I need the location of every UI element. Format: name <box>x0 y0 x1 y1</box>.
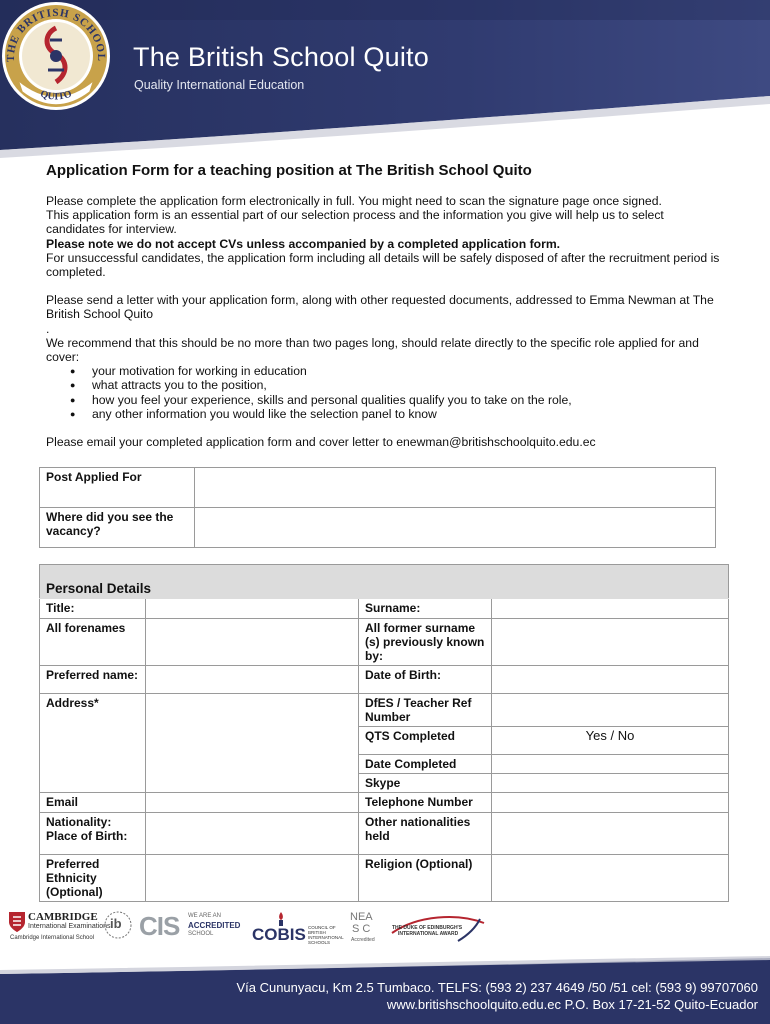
intro-line: Please complete the application form electronically in full. You might need to scan the signature page once signed. <box>46 194 662 208</box>
form-title: Application Form for a teaching position at The British School Quito <box>46 162 532 179</box>
cambridge-logo-text: CAMBRIDGE <box>28 911 98 923</box>
vacancy-source-field[interactable] <box>195 508 716 548</box>
personal-details-table <box>39 564 729 902</box>
religion-field[interactable] <box>492 855 729 902</box>
post-applied-label: Post Applied For <box>40 468 195 508</box>
other-nationalities-label: Other nationalities held <box>359 813 492 855</box>
date-completed-field[interactable] <box>492 755 729 774</box>
footer-banner <box>0 956 770 1024</box>
dfes-field[interactable] <box>492 694 729 727</box>
cobis-sub-line: COUNCIL OF <box>308 925 336 930</box>
cis-logo-text: CIS <box>139 911 180 941</box>
preferred-name-label: Preferred name: <box>40 666 146 694</box>
school-tagline: Quality International Education <box>134 78 305 92</box>
title-label: Title: <box>40 599 146 619</box>
cv-notice: Please note we do not accept CVs unless accompanied by a completed application form. <box>46 236 561 251</box>
email-instructions: Please email your completed application form and cover letter to enewman@britishschoolquito.edu.ec <box>46 435 596 450</box>
other-nationalities-field[interactable] <box>492 813 729 855</box>
list-item: ● any other information you would like the selection panel to know <box>92 407 726 421</box>
svg-text:QUITO: QUITO <box>38 88 74 103</box>
cis-badge-line1: WE ARE AN <box>188 913 222 919</box>
list-item: ● what attracts you to the position, <box>92 378 726 392</box>
cis-badge-line2: ACCREDITED <box>188 921 241 930</box>
neasc-sub: Accredited <box>351 937 375 943</box>
title-field[interactable] <box>146 599 359 619</box>
former-surname-label: All former surname (s) previously known by: <box>359 619 492 666</box>
cobis-sub-line: INTERNATIONAL <box>308 935 344 940</box>
post-applied-field[interactable] <box>195 468 716 508</box>
intro-line: This application form is an essential part of our selection process and the information you give will help us to select candidates for interview. <box>46 208 664 237</box>
ethnicity-label: Preferred Ethnicity (Optional) <box>40 855 146 902</box>
nationality-label <box>40 813 146 855</box>
header-banner <box>0 0 770 160</box>
dfes-label: DfES / Teacher Ref Number <box>359 694 492 727</box>
ethnicity-field[interactable] <box>146 855 359 902</box>
instructions <box>46 194 726 449</box>
telephone-field[interactable] <box>492 793 729 813</box>
surname-field[interactable] <box>492 599 729 619</box>
cis-badge-line3: SCHOOL <box>188 931 214 937</box>
list-item: ● your motivation for working in education <box>92 364 726 378</box>
letter-instructions: Please send a letter with your application form, along with other requested documents, addressed to Emma Newman at The British School Quito <box>46 293 714 322</box>
cambridge-shield-icon <box>8 911 26 933</box>
personal-details-heading: Personal Details <box>40 565 729 599</box>
skype-label: Skype <box>359 774 492 793</box>
cambridge-school: Cambridge International School <box>10 935 95 941</box>
preferred-name-field[interactable] <box>146 666 359 694</box>
cobis-sub-line: SCHOOLS <box>308 940 331 945</box>
post-table <box>39 467 716 548</box>
email-field[interactable] <box>146 793 359 813</box>
doe-line2: INTERNATIONAL AWARD <box>398 931 459 937</box>
telephone-label: Telephone Number <box>359 793 492 813</box>
nationality-text: Nationality: <box>46 815 112 829</box>
date-completed-label: Date Completed <box>359 755 492 774</box>
qts-yes-no[interactable]: Yes / No <box>492 727 729 755</box>
list-item: ● how you feel your experience, skills and personal qualities qualify you to take on the role, <box>92 393 726 407</box>
dob-label: Date of Birth: <box>359 666 492 694</box>
cobis-sub-line: BRITISH <box>308 930 326 935</box>
doe-line1: THE DUKE OF EDINBURGH'S <box>392 925 463 931</box>
forenames-field[interactable] <box>146 619 359 666</box>
ib-logo-text: ib <box>110 916 122 931</box>
svg-text:THE BRITISH SCHOOL: THE BRITISH SCHOOL <box>4 6 108 63</box>
religion-label: Religion (Optional) <box>359 855 492 902</box>
email-label: Email <box>40 793 146 813</box>
school-name: The British School Quito <box>133 42 429 72</box>
recommend-text: We recommend that this should be no more than two pages long, should relate directly to the specific role applied for and cover: <box>46 335 699 365</box>
skype-field[interactable] <box>492 774 729 793</box>
nationality-field[interactable] <box>146 813 359 855</box>
footer-address: Vía Cununyacu, Km 2.5 Tumbaco. TELFS: (593 2) 237 4649 /50 /51 cel: (593 9) 99707060 <box>236 980 758 995</box>
address-field[interactable] <box>146 694 359 793</box>
school-crest-logo <box>0 0 112 112</box>
vacancy-source-label: Where did you see the vacancy? <box>40 508 195 548</box>
dot: . <box>46 321 50 336</box>
cobis-logo-text: COBIS <box>252 925 306 944</box>
header-background <box>0 0 770 160</box>
qts-label: QTS Completed <box>359 727 492 755</box>
neasc-logo-text-2: S C <box>352 923 371 935</box>
dob-field[interactable] <box>492 666 729 694</box>
accreditation-logos <box>0 905 770 955</box>
former-surname-field[interactable] <box>492 619 729 666</box>
neasc-logo-text: NEA <box>350 911 373 923</box>
cobis-sub <box>308 925 344 945</box>
address-label: Address* <box>40 694 146 793</box>
forenames-label: All forenames <box>40 619 146 666</box>
cover-letter-topics <box>46 364 726 421</box>
surname-label: Surname: <box>359 599 492 619</box>
place-of-birth-text: Place of Birth: <box>46 829 128 843</box>
footer-website: www.britishschoolquito.edu.ec P.O. Box 17-21-52 Quito-Ecuador <box>386 997 758 1012</box>
intro-line: For unsuccessful candidates, the application form including all details will be safely disposed of after the recruitment period is completed. <box>46 250 720 280</box>
cambridge-sub: International Examinations <box>28 923 111 930</box>
